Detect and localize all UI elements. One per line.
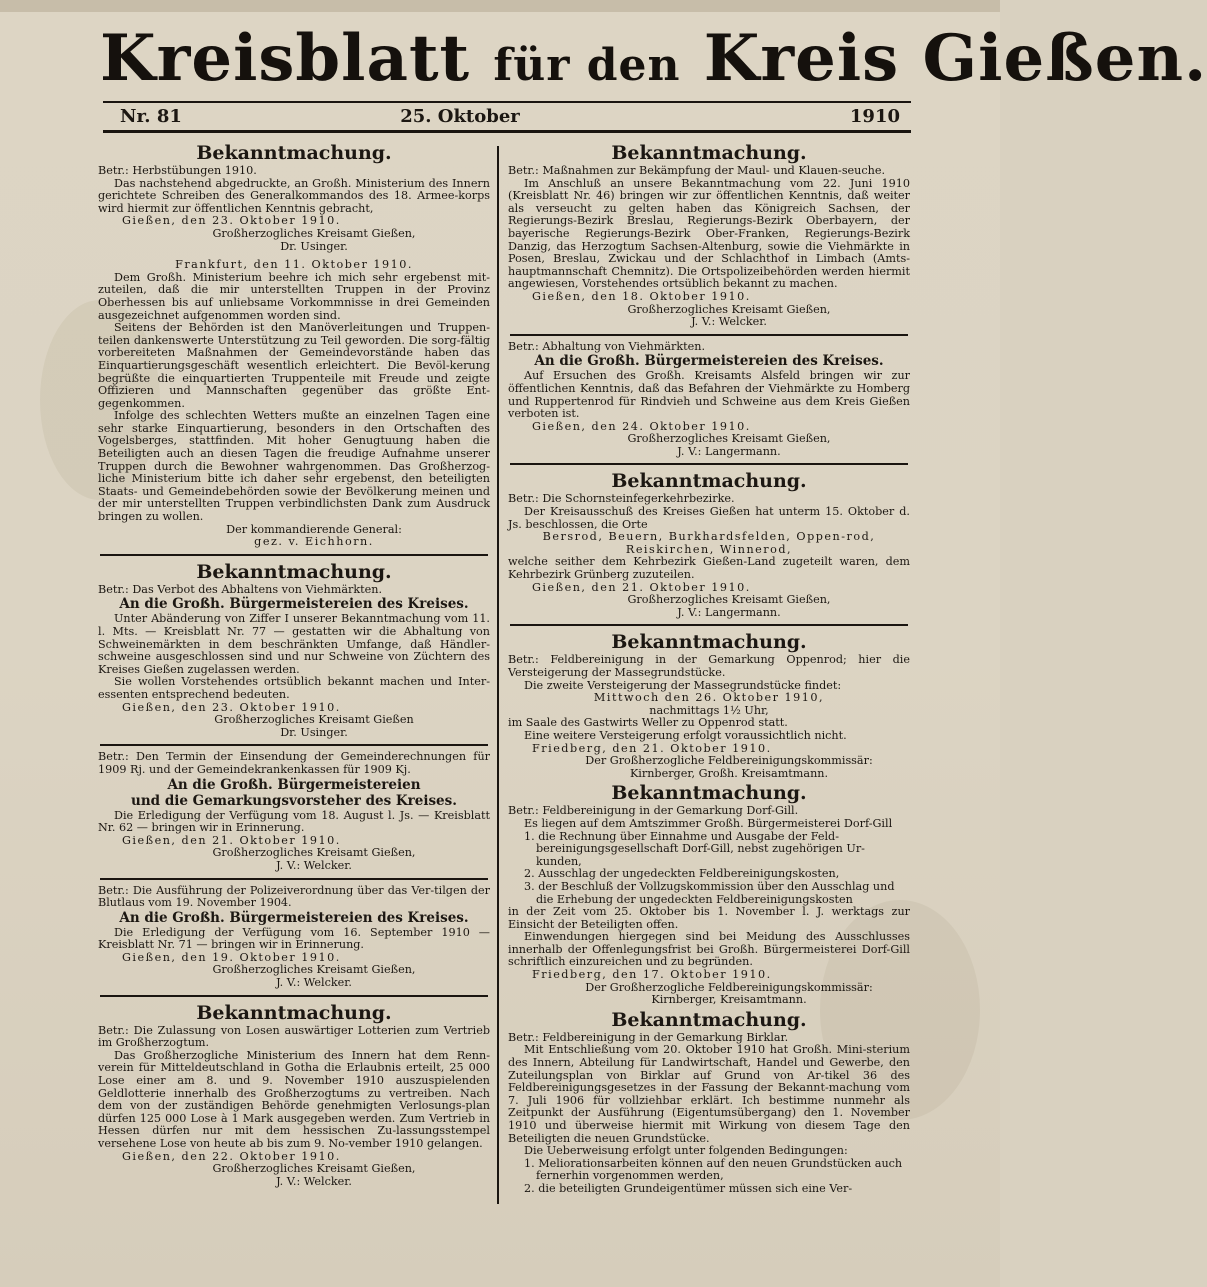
- list-item: 3. der Beschluß der Vollzugskommission über den Ausschlag und die Erhebung der ungedeckten Feldbereinigungskosten: [524, 879, 895, 906]
- issue-year: 1910: [849, 106, 900, 127]
- article-herbstuebungen: [98, 142, 490, 549]
- article-paragraph: Eine weitere Versteigerung erfolgt voraussichtlich nicht.: [524, 728, 847, 742]
- article-subject: Betr.: Die Schornsteinfegerkehrbezirke.: [508, 492, 735, 506]
- article-paragraph: in der Zeit vom 25. Oktober bis 1. November l. J. werktags zur Einsicht der Beteiligten offen.: [508, 905, 910, 931]
- article-paragraph: Infolge des schlechten Wetters mußte an einzelnen Tagen eine sehr starke Einquartierung, besonders in den Ortschaften des Vogelsberges, stattfinden. Mit hoher Genugtuung haben die Beteiligten auch an diesen Tagen die freudige Aufnahme unserer Truppen durch die Bewohner wahrgenommen. Das Großherzog-liche Ministerium bitte ich daher sehr ergebenst, den beteiligten Staats- und Gemeindebehörden sowie der Bevölkerung meinen und der mir unterstellten Truppen verbindlichsten Dank zum Ausdruck bringen zu wollen.: [98, 409, 490, 524]
- article-dateline: Gießen, den 21. Oktober 1910.: [532, 580, 751, 594]
- list-item: 2. Ausschlag der ungedeckten Feldbereinigungskosten,: [524, 867, 840, 881]
- article-subject: Betr.: Die Ausführung der Polizeiverordnung über das Ver-tilgen der Blutlaus vom 19. November 1904.: [98, 883, 490, 910]
- masthead-title: [100, 18, 1207, 100]
- letter-signature-title: Der kommandierende General:: [226, 522, 402, 536]
- previous-page-edge: [0, 0, 1000, 12]
- article-paragraph: Sie wollen Vorstehendes ortsüblich bekannt machen und Inter-essenten entsprechend bedeuten.: [98, 675, 490, 701]
- masthead-part2: für den: [493, 40, 681, 91]
- article-subject: Betr.: Feldbereinigung in der Gemarkung Dorf-Gill.: [508, 804, 799, 818]
- article-office: Großherzogliches Kreisamt Gießen,: [212, 963, 416, 977]
- article-heading: Bekanntmachung.: [196, 560, 392, 583]
- article-heading: Bekanntmachung.: [611, 782, 807, 805]
- article-gemeinderechnungen: [98, 751, 490, 872]
- article-dateline: Friedberg, den 17. Oktober 1910.: [532, 968, 772, 982]
- article-signatory: J. V.: Welcker.: [276, 976, 352, 990]
- issue-line: [110, 104, 900, 130]
- article-viehmaerkte-verbot: [98, 561, 490, 740]
- article-paragraph: Die Erledigung der Verfügung vom 18. August l. Js. — Kreisblatt Nr. 62 — bringen wir in Erinnerung.: [98, 808, 490, 835]
- masthead-rule-bottom: [103, 130, 911, 133]
- article-paragraph: Einwendungen hiergegen sind bei Meidung des Ausschlusses innerhalb der Offenlegungsfrist bei Großh. Bürgermeisterei Dorf-Gill schriftlich einzureichen und zu begründen.: [508, 930, 910, 969]
- article-subject: Betr.: Das Verbot des Abhaltens von Viehmärkten.: [98, 582, 383, 596]
- article-addressee: An die Großh. Bürgermeistereien des Kreises.: [119, 596, 469, 613]
- article-paragraph: im Saale des Gastwirts Weller zu Oppenrod statt.: [508, 716, 788, 730]
- article-office: Großherzogliches Kreisamt Gießen,: [212, 226, 416, 240]
- article-heading: Bekanntmachung.: [196, 142, 392, 164]
- article-oppenrod: [508, 631, 910, 780]
- article-office: Großherzogliches Kreisamt Gießen,: [627, 593, 831, 607]
- article-paragraph: Auf Ersuchen des Großh. Kreisamts Alsfeld bringen wir zur öffentlichen Kenntnis, daß das Befahren der Viehmärkte zu Homberg und Ruppertenrod für Rindvieh und Schweine aus dem Kreis Gießen verboten ist.: [508, 369, 910, 421]
- article-heading: Bekanntmachung.: [611, 1008, 807, 1031]
- article-paragraph: Die Erledigung der Verfügung vom 16. September 1910 — Kreisblatt Nr. 71 — bringen wir in Erinnerung.: [98, 925, 490, 952]
- article-dateline: Gießen, den 18. Oktober 1910.: [532, 289, 751, 303]
- article-signatory: J. V.: Langermann.: [677, 444, 781, 458]
- list-item: 1. Meliorationsarbeiten können auf den neuen Grundstücken auch fernerhin vorgenommen werden,: [524, 1156, 903, 1183]
- article-signatory: J. V.: Langermann.: [677, 605, 781, 619]
- article-addressee: An die Großh. Bürgermeistereien des Kreises.: [119, 909, 469, 926]
- article-dateline: Gießen, den 24. Oktober 1910.: [532, 419, 751, 433]
- article-paragraph: Das nachstehend abgedruckte, an Großh. Ministerium des Innern gerichtete Schreiben des Generalkommandos des 18. Armee-korps wird hiermit zur öffentlichen Kenntnis gebracht,: [98, 176, 490, 215]
- article-paragraph: Im Anschluß an unsere Bekanntmachung vom 22. Juni 1910 (Kreisblatt Nr. 46) bringen wir zur öffentlichen Kenntnis, daß weiter als verseucht zu gelten haben das Königreich Sachsen, der Regierungs-Bezirk Breslau, Regierungs-Bezirk Oberbayern, der bayerische Regierungs-Bezirk Ober-Franken, Regierungs-Bezirk Danzig, das Herzogtum Sachsen-Altenburg, sowie die Viehmärkte in Posen, Breslau, Zwickau und der Schlachthof in Limbach (Amts-hauptmannschaft Chemnitz). Die Ortspolizeibehörden werden hiermit angewiesen, Vorstehendes ortsüblich bekannt zu machen.: [508, 176, 910, 291]
- article-subject: Betr.: Herbstübungen 1910.: [98, 164, 257, 177]
- article-addressee: An die Großh. Bürgermeistereien des Kreises.: [534, 353, 884, 370]
- article-abhaltung-viehmaerkte: [508, 341, 910, 459]
- article-subject: Betr.: Maßnahmen zur Bekämpfung der Maul- und Klauen-seuche.: [508, 164, 886, 177]
- article-dateline: Gießen, den 19. Oktober 1910.: [122, 950, 341, 964]
- article-paragraph: Mit Entschließung vom 20. Oktober 1910 hat Großh. Mini-sterium des Innern, Abteilung für Landwirtschaft, Handel und Gewerbe, den Zuteilungsplan von Birklar auf Grund von Ar-tikel 36 des Feldbereinigungsgesetzes in der Fassung der Bekannt-machung vom 7. Juli 1906 für vollziehbar erklärt. Ich bestimme nunmehr als Zeitpunkt der Ausführung (Eigentumsübergang) den 1. November 1910 und überweise hiermit mit Wirkung von diesem Tage den Beteiligten die neuen Grundstücke.: [508, 1043, 910, 1145]
- article-heading: Bekanntmachung.: [611, 470, 807, 493]
- article-blutlaus: [98, 885, 490, 990]
- article-signatory: Kirnberger, Kreisamtmann.: [651, 993, 807, 1007]
- article-dateline: Gießen, den 23. Oktober 1910.: [122, 700, 341, 714]
- article-office: Der Großherzogliche Feldbereinigungskommissär:: [585, 980, 873, 994]
- article-separator: [510, 334, 908, 336]
- article-separator: [100, 995, 488, 997]
- article-signatory: Kirnberger, Großh. Kreisamtmann.: [629, 766, 829, 780]
- article-place-list: Bersrod, Beuern, Burkhardsfelden, Oppen-rod, Reiskirchen, Winnerod,: [542, 530, 876, 556]
- article-subject: Betr.: Den Termin der Einsendung der Gemeinderechnungen für 1909 Rj. und der Gemeindekrankenkassen für 1909 Kj.: [98, 750, 490, 776]
- article-separator: [100, 878, 488, 880]
- article-office: Großherzogliches Kreisamt Gießen: [214, 713, 414, 727]
- list-item: 1. die Rechnung über Einnahme und Ausgabe der Feld-bereinigungsgesellschaft Dorf-Gill, nebst zugehörigen Ur-kunden,: [524, 829, 865, 868]
- article-separator: [100, 744, 488, 746]
- column-divider: [497, 146, 499, 1204]
- article-paragraph: Die zweite Versteigerung der Massegrundstücke findet:: [524, 678, 842, 692]
- letter-dateline: Frankfurt, den 11. Oktober 1910.: [175, 258, 413, 272]
- article-dateline: Friedberg, den 21. Oktober 1910.: [532, 741, 772, 755]
- article-maul-klauenseuche: [508, 142, 910, 329]
- article-separator: [510, 624, 908, 626]
- article-signatory: Dr. Usinger.: [280, 725, 348, 739]
- article-paragraph: welche seither dem Kehrbezirk Gießen-Land zugeteilt waren, dem Kehrbezirk Grünberg zuzuteilen.: [508, 555, 910, 582]
- article-paragraph: Es liegen auf dem Amtszimmer Großh. Bürgermeisterei Dorf-Gill: [524, 816, 893, 830]
- auction-date: Mittwoch den 26. Oktober 1910,: [593, 691, 825, 705]
- left-column: [98, 140, 490, 1215]
- article-paragraph: Das Großherzogliche Ministerium des Innern hat dem Renn-verein für Mitteldeutschland in Gotha die Erlaubnis erteilt, 25 000 Lose einer am 8. und 9. November 1910 auszuspielenden Geldlotterie innerhalb des Großherzogtums zu vertreiben. Nach dem von der zuständigen Behörde genehmigten Verlosungs-plan dürfen 125 000 Lose à 1 Mark ausgegeben werden. Zum Vertrieb in Hessen dürfen nur mit dem hessischen Zu-lassungsstempel versehene Lose von heute ab bis zum 9. No-vember 1910 gelangen.: [98, 1048, 490, 1150]
- article-subject: Betr.: Die Zulassung von Losen auswärtiger Lotterien zum Vertrieb im Großherzogtum.: [98, 1023, 490, 1050]
- masthead-rule-top: [103, 101, 911, 103]
- article-paragraph: Dem Großh. Ministerium beehre ich mich sehr ergebenst mit-zuteilen, daß die mir unterstellten Truppen in der Provinz Oberhessen bis auf unliebsame Vorkommnisse in drei Gemeinden ausgezeichnet aufgenommen worden sind.: [98, 270, 490, 322]
- article-separator: [510, 463, 908, 465]
- auction-time: nachmittags 1½ Uhr,: [649, 703, 769, 717]
- article-subject: Betr.: Abhaltung von Viehmärkten.: [508, 339, 706, 353]
- article-office: Großherzogliches Kreisamt Gießen,: [627, 432, 831, 446]
- article-office: Großherzogliches Kreisamt Gießen,: [212, 846, 416, 860]
- article-birklar: [508, 1009, 910, 1196]
- article-subject: Betr.: Feldbereinigung in der Gemarkung Birklar.: [508, 1030, 789, 1044]
- issue-date: 25. Oktober: [400, 106, 520, 127]
- article-office: Großherzogliches Kreisamt Gießen,: [627, 302, 831, 316]
- article-dateline: Gießen, den 23. Oktober 1910.: [122, 214, 341, 228]
- article-paragraph: Unter Abänderung von Ziffer I unserer Bekanntmachung vom 11. l. Mts. — Kreisblatt Nr. 77 — gestatten wir die Abhaltung von Schweinemärkten in dem beschränkten Umfange, daß Händler-schweine ausgeschlossen sind und nur Schweine von Züchtern des Kreises Gießen zugelassen werden.: [98, 612, 490, 676]
- article-heading: Bekanntmachung.: [196, 1001, 392, 1024]
- letter-signatory: gez. v. Eichhorn.: [254, 535, 374, 549]
- list-item: 2. die beteiligten Grundeigentümer müssen sich eine Ver-: [524, 1181, 853, 1195]
- issue-number: Nr. 81: [120, 106, 182, 127]
- article-dorf-gill: [508, 782, 910, 1007]
- article-signatory: J. V.: Welcker.: [691, 315, 767, 329]
- article-heading: Bekanntmachung.: [611, 631, 807, 654]
- article-dateline: Gießen, den 21. Oktober 1910.: [122, 833, 341, 847]
- article-addressee: und die Gemarkungsvorsteher des Kreises.: [131, 792, 457, 809]
- article-separator: [100, 554, 488, 556]
- article-paragraph: Die Ueberweisung erfolgt unter folgenden Bedingungen:: [524, 1144, 848, 1158]
- article-office: Der Großherzogliche Feldbereinigungskommissär:: [585, 754, 873, 768]
- masthead-part3: Kreis Gießen.: [703, 21, 1207, 96]
- right-column: [508, 140, 910, 1215]
- masthead-part1: Kreisblatt: [100, 21, 471, 96]
- article-paragraph: Seitens der Behörden ist den Manöverleitungen und Truppen-teilen dankenswerte Unterstützung zu Teil geworden. Die sorg-fältig vorbereiteten Maßnahmen der Gemeindevorstände haben das Einquartierungsgeschäft wesentlich erleichtert. Die Bevöl-kerung begrüßte die einquartierten Truppenteile mit Freude und zeigte Offizieren und Mannschaften gegenüber das größte Ent-gegenkommen.: [98, 321, 490, 410]
- article-subject: Betr.: Feldbereinigung in der Gemarkung Oppenrod; hier die Versteigerung der Massegrundstücke.: [508, 653, 910, 679]
- article-signatory: J. V.: Welcker.: [276, 1174, 352, 1188]
- article-addressee: An die Großh. Bürgermeistereien: [167, 776, 421, 793]
- article-signatory: Dr. Usinger.: [280, 239, 348, 253]
- article-dateline: Gießen, den 22. Oktober 1910.: [122, 1149, 341, 1163]
- article-schornsteinfeger: [508, 470, 910, 619]
- article-office: Großherzogliches Kreisamt Gießen,: [212, 1162, 416, 1176]
- article-heading: Bekanntmachung.: [611, 142, 807, 164]
- article-lotterien: [98, 1002, 490, 1189]
- article-signatory: J. V.: Welcker.: [276, 858, 352, 872]
- article-paragraph: Der Kreisausschuß des Kreises Gießen hat unterm 15. Oktober d. Js. beschlossen, die Orte: [508, 505, 910, 531]
